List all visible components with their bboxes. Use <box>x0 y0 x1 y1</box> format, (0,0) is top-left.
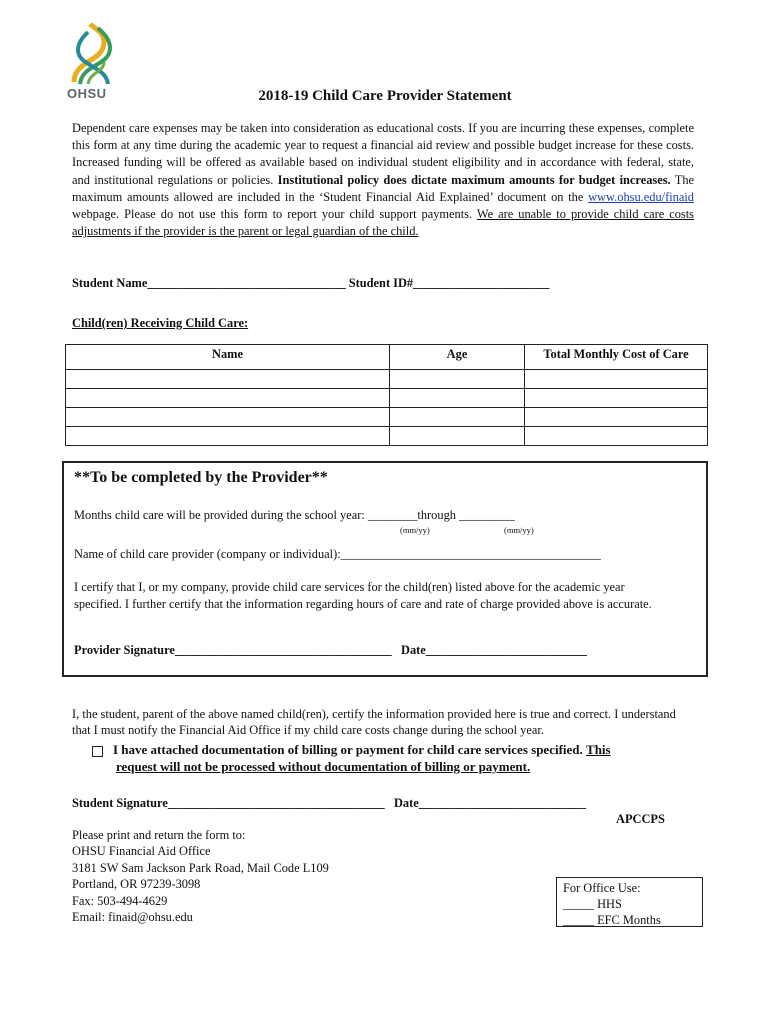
table-row <box>66 427 708 446</box>
intro-parent-notice: We are unable to provide child care costs adjustments if the provider is the parent or legal guardian of the child. <box>72 207 695 239</box>
mmyy-hint-start: (mm/yy) <box>400 525 430 535</box>
provider-heading: **To be completed by the Provider** <box>74 469 328 486</box>
return-line: Email: finaid@ohsu.edu <box>72 910 193 925</box>
return-line: 3181 SW Sam Jackson Park Road, Mail Code L109 <box>72 860 329 875</box>
table-row <box>66 408 708 427</box>
col-name-header: Name <box>66 345 390 370</box>
student-name-field[interactable]: ________________________________ <box>147 276 346 290</box>
provider-signature-field[interactable]: ___________________________________ <box>174 643 392 657</box>
intro-policy-bold: Institutional policy does dictate maximum amounts for budget increases. <box>277 172 671 187</box>
table-row <box>66 389 708 408</box>
attach-warning-rest: request will not be processed without documentation of billing or payment. <box>116 759 531 774</box>
office-use-efc: _____ EFC Months <box>563 913 661 927</box>
months-field[interactable]: Months child care will be provided during the school year: ________through _________ <box>74 508 515 522</box>
intro-text-2: The maximum amounts allowed are included in the ‘Student Financial Aid Explained’ document on the <box>72 172 695 204</box>
attach-documentation-row <box>92 741 702 775</box>
children-heading: Child(ren) Receiving Child Care: <box>72 316 249 330</box>
student-date-field[interactable]: ___________________________ <box>418 796 587 810</box>
student-certification: I, the student, parent of the above named child(ren), certify the information provided here is true and correct. I understand that I must notify the Financial Aid Office if my child care costs change during the school year. <box>72 707 676 737</box>
office-use-title: For Office Use: <box>563 881 641 895</box>
office-use-box <box>556 877 703 927</box>
student-signature-line <box>72 796 586 811</box>
student-signature-label: Student Signature <box>72 796 168 810</box>
student-signature-field[interactable]: ___________________________________ <box>167 796 385 810</box>
student-name-id-line <box>72 276 549 291</box>
child-age-cell[interactable] <box>390 370 525 389</box>
child-age-cell[interactable] <box>390 408 525 427</box>
provider-signature-line <box>74 643 587 658</box>
children-table <box>65 344 708 446</box>
attach-checkbox[interactable] <box>92 746 103 757</box>
child-name-cell[interactable] <box>66 370 390 389</box>
child-age-cell[interactable] <box>390 427 525 446</box>
child-cost-cell[interactable] <box>525 389 708 408</box>
provider-name-field[interactable]: Name of child care provider (company or individual):__________________________________________ <box>74 547 601 561</box>
child-name-cell[interactable] <box>66 408 390 427</box>
return-line: OHSU Financial Aid Office <box>72 844 211 859</box>
finaid-link[interactable]: www.ohsu.edu/finaid <box>588 189 694 204</box>
child-name-cell[interactable] <box>66 389 390 408</box>
col-cost-header: Total Monthly Cost of Care <box>525 345 708 370</box>
mmyy-hint-end: (mm/yy) <box>504 525 534 535</box>
attach-warning-start: This <box>586 742 611 757</box>
table-header-row <box>66 345 708 370</box>
return-line: Fax: 503-494-4629 <box>72 893 168 908</box>
child-cost-cell[interactable] <box>525 370 708 389</box>
child-name-cell[interactable] <box>66 427 390 446</box>
provider-date-label: Date <box>401 643 426 657</box>
return-info <box>72 827 329 925</box>
return-line: Portland, OR 97239-3098 <box>72 877 201 892</box>
child-cost-cell[interactable] <box>525 427 708 446</box>
return-line: Please print and return the form to: <box>72 828 246 842</box>
provider-certification: I certify that I, or my company, provide child care services for the child(ren) listed above for the academic year specified. I further certify that the information regarding hours of care and rate of charge provided above is accurate. <box>74 580 652 611</box>
child-age-cell[interactable] <box>390 389 525 408</box>
student-id-label: Student ID# <box>348 276 414 290</box>
office-use-hhs: _____ HHS <box>563 897 622 911</box>
child-cost-cell[interactable] <box>525 408 708 427</box>
intro-paragraph <box>72 120 694 240</box>
student-id-field[interactable]: ______________________ <box>413 276 550 290</box>
provider-signature-label: Provider Signature <box>74 643 175 657</box>
col-age-header: Age <box>390 345 525 370</box>
page-title: 2018-19 Child Care Provider Statement <box>258 88 512 104</box>
intro-text-3: webpage. Please do not use this form to report your child support payments. <box>72 207 473 222</box>
table-row <box>66 370 708 389</box>
student-name-label: Student Name <box>72 276 148 290</box>
ohsu-logo-mark <box>64 22 122 88</box>
intro-text-1: Dependent care expenses may be taken into consideration as educational costs. If you are incurring these expenses, complete this form at any time during the academic year to request a financial aid review and possible budget increase for these costs. Increased funding will be offered as available based on individual student eligibility and in accordance with federal, state, and institutional regulations or policies. <box>72 121 694 187</box>
form-code: APCCPS <box>616 812 665 826</box>
logo-text: OHSU <box>67 86 107 101</box>
provider-section <box>62 461 708 677</box>
student-date-label: Date <box>393 796 419 810</box>
provider-date-field[interactable]: __________________________ <box>425 643 587 657</box>
attach-statement: I have attached documentation of billing or payment for child care services specified. <box>113 742 583 757</box>
